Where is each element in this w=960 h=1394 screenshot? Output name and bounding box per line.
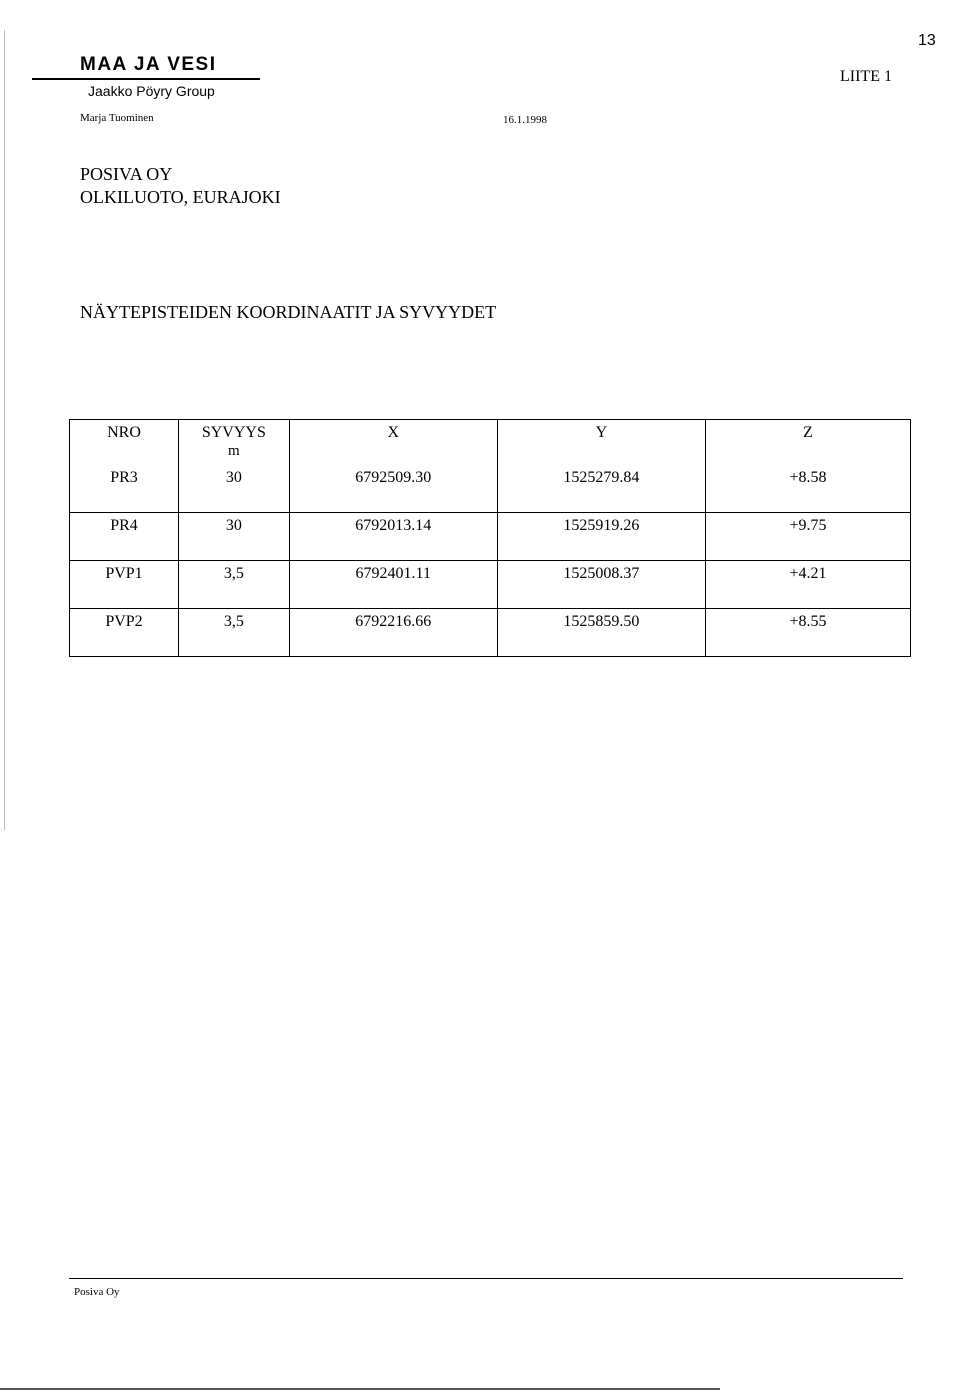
appendix-label: LIITE 1 [840, 68, 892, 85]
cell-x: 6792509.30 [289, 465, 497, 513]
company-logo-underline [32, 78, 260, 80]
cell-nro: PVP1 [70, 561, 179, 609]
cell-depth: 30 [179, 465, 290, 513]
table-row [70, 513, 911, 561]
client-location: OLKILUOTO, EURAJOKI [80, 187, 281, 207]
footer-rule [69, 1278, 903, 1279]
header-depth-unit: m [228, 443, 240, 459]
footer-text: Posiva Oy [74, 1286, 120, 1298]
cell-z: +8.55 [706, 609, 911, 657]
cell-y: 1525008.37 [497, 561, 705, 609]
cell-y: 1525279.84 [497, 465, 705, 513]
cell-y: 1525919.26 [497, 513, 705, 561]
table-row [70, 561, 911, 609]
page-number: 13 [918, 32, 936, 49]
table-row [70, 465, 911, 513]
cell-x: 6792401.11 [289, 561, 497, 609]
header-depth [179, 420, 290, 466]
header-nro: NRO [70, 420, 179, 466]
cell-z: +9.75 [706, 513, 911, 561]
scan-left-edge [4, 30, 5, 830]
cell-x: 6792216.66 [289, 609, 497, 657]
header-z: Z [706, 420, 911, 466]
cell-y: 1525859.50 [497, 609, 705, 657]
cell-z: +8.58 [706, 465, 911, 513]
coordinates-table [69, 419, 911, 657]
cell-nro: PVP2 [70, 609, 179, 657]
table-row [70, 609, 911, 657]
table-header-row [70, 420, 911, 466]
cell-nro: PR4 [70, 513, 179, 561]
document-date: 16.1.1998 [503, 114, 547, 126]
cell-z: +4.21 [706, 561, 911, 609]
cell-depth: 30 [179, 513, 290, 561]
document-title: NÄYTEPISTEIDEN KOORDINAATIT JA SYVYYDET [80, 302, 497, 322]
cell-depth: 3,5 [179, 561, 290, 609]
header-x: X [289, 420, 497, 466]
header-depth-label: SYVYYS [201, 424, 266, 441]
cell-x: 6792013.14 [289, 513, 497, 561]
company-logo-text: MAA JA VESI [80, 54, 217, 75]
scan-bottom-edge [0, 1388, 720, 1390]
header-y: Y [497, 420, 705, 466]
client-block [80, 163, 281, 209]
author: Marja Tuominen [80, 112, 154, 124]
company-group: Jaakko Pöyry Group [88, 83, 215, 99]
cell-nro: PR3 [70, 465, 179, 513]
client-name: POSIVA OY [80, 164, 173, 184]
cell-depth: 3,5 [179, 609, 290, 657]
